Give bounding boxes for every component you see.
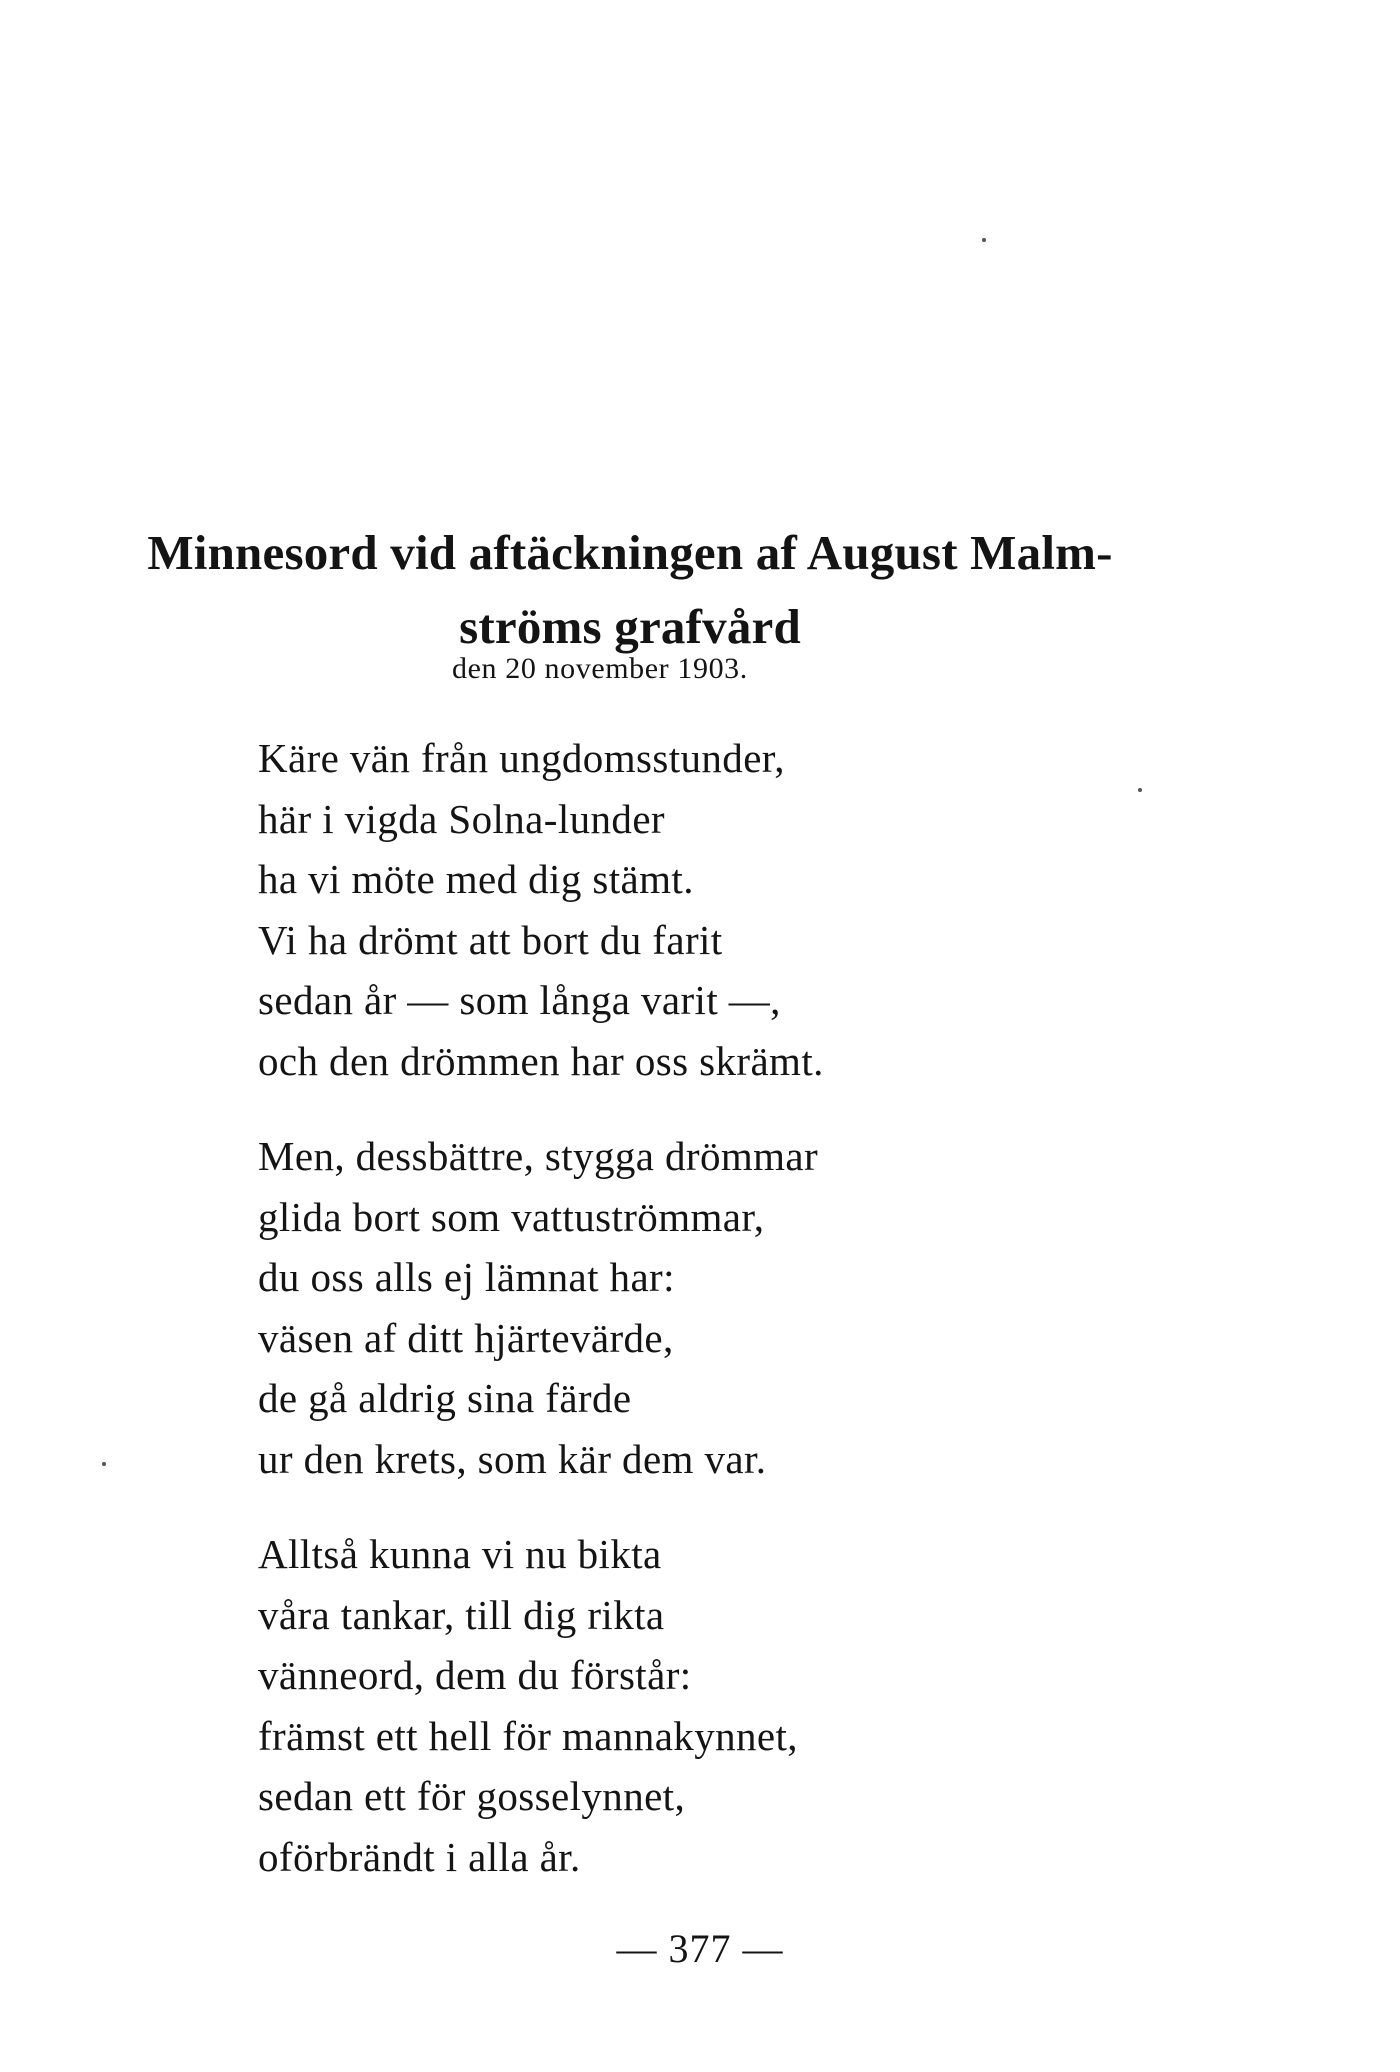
verse-line: vänneord, dem du förstår: [258, 1652, 692, 1698]
verse-line: väsen af ditt hjärtevärde, [258, 1314, 674, 1361]
verse-line: främst ett hell för mannakynnet, [258, 1712, 798, 1759]
poem-title-line-2: ströms grafvård [459, 599, 801, 654]
poem-title-line-1: Minnesord vid aftäckningen af August Malm- [147, 525, 1113, 580]
print-speck [102, 1462, 106, 1466]
verse-line: våra tankar, till dig rikta [258, 1591, 665, 1638]
verse-line: Alltså kunna vi nu bikta [258, 1531, 662, 1577]
verse-line: ha vi möte med dig stämt. [258, 856, 694, 902]
verse-line: Men, dessbättre, stygga drömmar [258, 1133, 819, 1179]
verse-line: här i vigda Solna-lunder [258, 795, 665, 842]
verse-line: och den drömmen har oss skrämt. [258, 1037, 824, 1084]
poem-title [110, 516, 1150, 664]
verse-line: du oss alls ej lämnat har: [258, 1254, 675, 1300]
verse-line: de gå aldrig sina färde [258, 1375, 632, 1421]
verse-line: glida bort som vattuströmmar, [258, 1193, 765, 1240]
page-number: — 377 — [616, 1926, 784, 1971]
stanza-2 [258, 1126, 818, 1489]
verse-line: oförbrändt i alla år. [258, 1833, 581, 1880]
print-speck [982, 238, 986, 242]
verse-line: Vi ha drömt att bort du farit [258, 916, 723, 963]
poem-dateline: den 20 november 1903. [452, 652, 748, 685]
verse-line: ur den krets, som kär dem var. [258, 1435, 767, 1482]
verse-line: Käre vän från ungdomsstunder, [258, 735, 785, 781]
print-speck [1138, 788, 1142, 792]
stanza-1 [258, 728, 824, 1091]
verse-line: sedan år — som långa varit —, [258, 977, 781, 1023]
verse-line: sedan ett för gosselynnet, [258, 1773, 686, 1819]
stanza-3 [258, 1524, 798, 1887]
